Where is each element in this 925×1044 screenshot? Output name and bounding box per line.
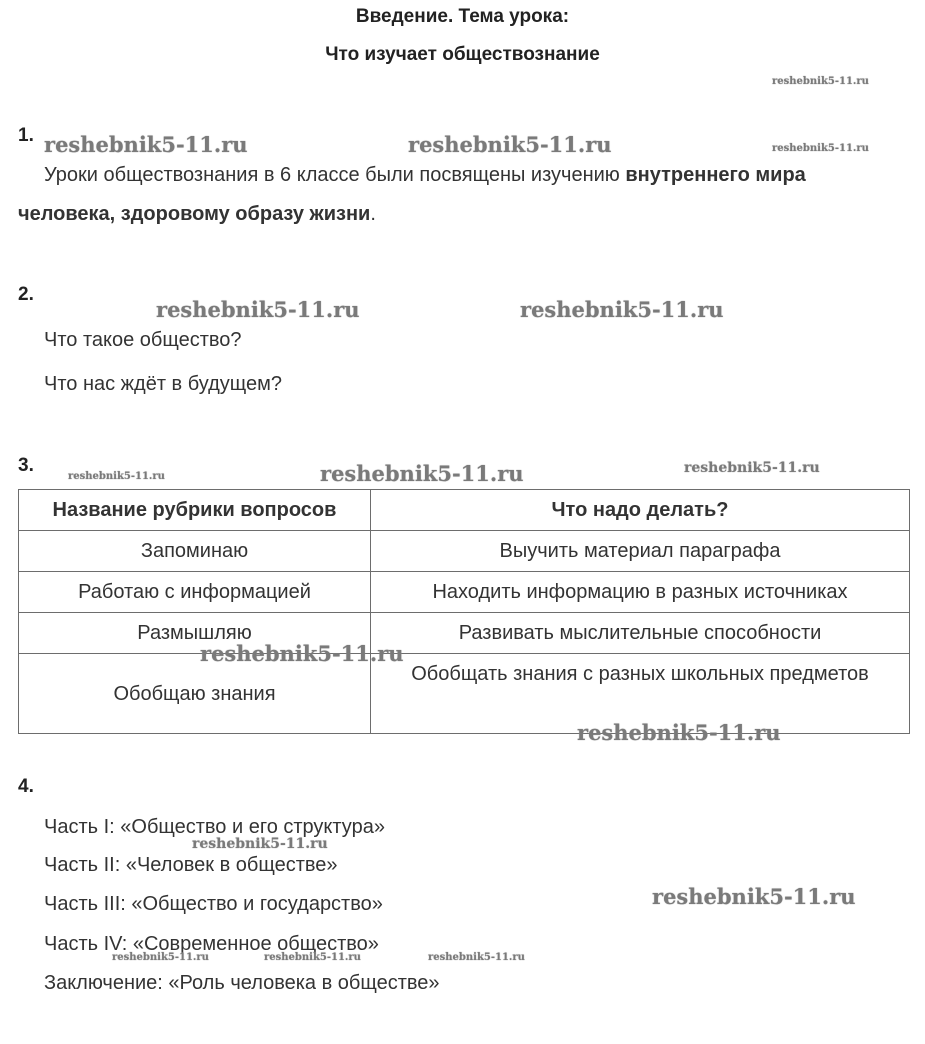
- table-cell: Выучить материал параграфа: [371, 531, 910, 572]
- watermark: reshebnik5-11.ru: [192, 836, 328, 852]
- task-4-number: 4.: [18, 776, 34, 797]
- table-cell: Запоминаю: [19, 531, 371, 572]
- task-1-number: 1.: [18, 125, 34, 146]
- table-cell: Работаю с информацией: [19, 572, 371, 613]
- table-cell: Развивать мыслительные способности: [371, 613, 910, 654]
- table-row: [19, 613, 910, 654]
- task-1-text-line2: человека, здоровому образу жизни.: [18, 203, 376, 225]
- task-2-line: Что такое общество?: [44, 329, 242, 351]
- table-row: [19, 572, 910, 613]
- watermark: reshebnik5-11.ru: [577, 720, 781, 745]
- table-row: [19, 531, 910, 572]
- watermark: reshebnik5-11.ru: [408, 132, 612, 157]
- watermark: reshebnik5-11.ru: [684, 460, 820, 476]
- watermark: reshebnik5-11.ru: [112, 952, 209, 963]
- watermark: reshebnik5-11.ru: [264, 952, 361, 963]
- task-1-text-line1: Уроки обществознания в 6 классе были посвящены изучению внутреннего мира: [44, 164, 806, 186]
- table-header-cell: Название рубрики вопросов: [19, 490, 371, 531]
- task-4-line: Часть IV: «Современное общество»: [44, 933, 379, 955]
- task-4-line: Часть I: «Общество и его структура»: [44, 816, 385, 838]
- watermark: reshebnik5-11.ru: [156, 297, 360, 322]
- page-title: Введение. Тема урока:: [355, 6, 570, 27]
- table-header-row: [19, 490, 910, 531]
- watermark: reshebnik5-11.ru: [428, 952, 525, 963]
- rubric-table: [18, 489, 910, 734]
- watermark: reshebnik5-11.ru: [200, 641, 404, 666]
- task-2-line: Что нас ждёт в будущем?: [44, 373, 282, 395]
- watermark: reshebnik5-11.ru: [772, 76, 869, 87]
- task-4-line: Заключение: «Роль человека в обществе»: [44, 972, 440, 994]
- watermark: reshebnik5-11.ru: [320, 461, 524, 486]
- watermark: reshebnik5-11.ru: [772, 143, 869, 154]
- table-cell: Обобщать знания с разных школьных предметов: [371, 654, 910, 734]
- task-4-line: Часть II: «Человек в обществе»: [44, 854, 338, 876]
- task-3-number: 3.: [18, 455, 34, 476]
- watermark: reshebnik5-11.ru: [68, 471, 165, 482]
- watermark: reshebnik5-11.ru: [44, 132, 248, 157]
- watermark: reshebnik5-11.ru: [652, 884, 856, 909]
- page-subtitle: Что изучает обществознание: [325, 44, 600, 65]
- task-2-number: 2.: [18, 284, 34, 305]
- task-4-line: Часть III: «Общество и государство»: [44, 893, 383, 915]
- table-header-cell: Что надо делать?: [371, 490, 910, 531]
- watermark: reshebnik5-11.ru: [520, 297, 724, 322]
- table-cell: Обобщаю знания: [19, 654, 371, 734]
- table-cell: Находить информацию в разных источниках: [371, 572, 910, 613]
- table-cell: Размышляю: [19, 613, 371, 654]
